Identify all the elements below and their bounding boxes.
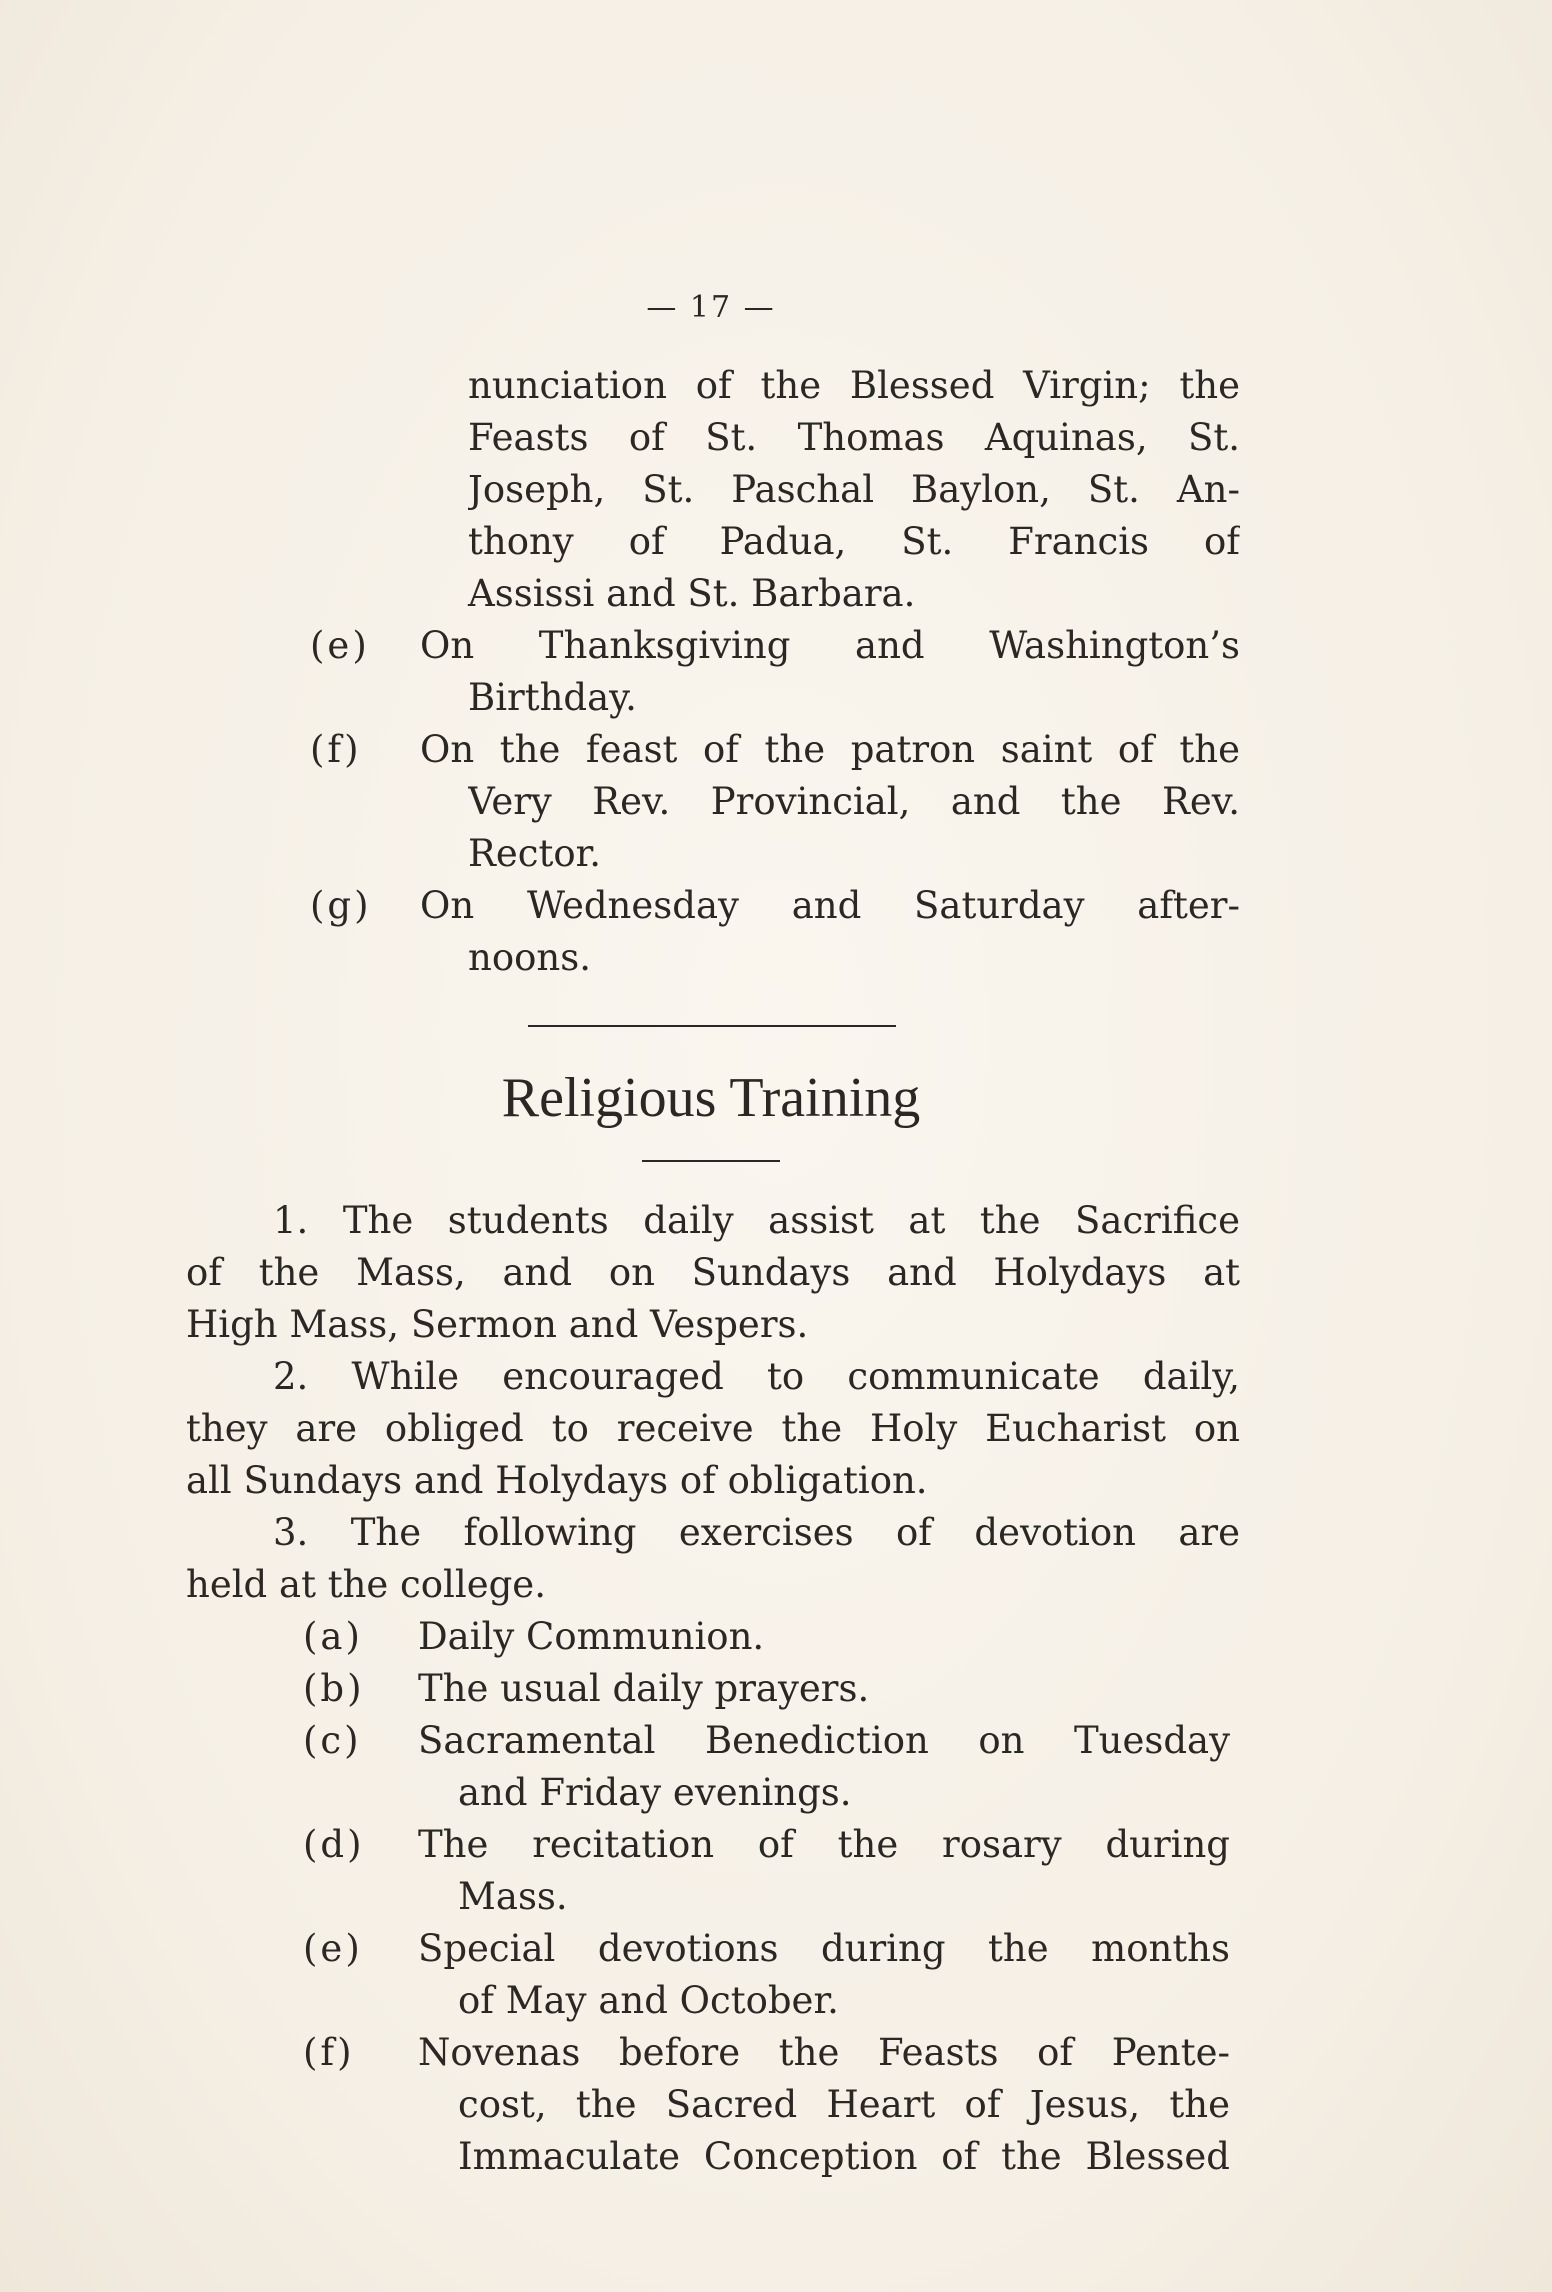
section-title: Religious Training (501, 1067, 921, 1129)
item-label: (d) (303, 1823, 365, 1866)
text-line: Daily Communion. (418, 1615, 765, 1658)
item-label: (f) (310, 728, 362, 771)
text-line: On the feast of the patron saint of the (420, 728, 1240, 771)
text-line: of May and October. (458, 1979, 839, 2022)
text-line: On Thanksgiving and Washington’s (420, 624, 1240, 667)
text-line: 1. The students daily assist at the Sacrifice (273, 1199, 1240, 1242)
text-line: and Friday evenings. (458, 1771, 852, 1814)
text-line: The usual daily prayers. (418, 1667, 870, 1710)
text-line: High Mass, Sermon and Vespers. (186, 1303, 809, 1346)
text-line: Immaculate Conception of the Blessed (458, 2135, 1230, 2178)
item-label: (b) (303, 1667, 365, 1710)
text-line: Very Rev. Provincial, and the Rev. (468, 780, 1240, 823)
text-line: thony of Padua, St. Francis of (468, 520, 1240, 563)
text-line: 2. While encouraged to communicate daily, (273, 1355, 1240, 1398)
section-divider (528, 1025, 896, 1027)
item-label: (a) (303, 1615, 363, 1658)
text-line: cost, the Sacred Heart of Jesus, the (458, 2083, 1230, 2126)
item-label: (c) (303, 1719, 362, 1762)
text-line: Rector. (468, 832, 602, 875)
text-line: On Wednesday and Saturday after- (420, 884, 1240, 927)
page-number: — 17 — (646, 290, 776, 325)
text-line: Special devotions during the months (418, 1927, 1230, 1970)
text-line: Feasts of St. Thomas Aquinas, St. (468, 416, 1240, 459)
text-line: Birthday. (468, 676, 637, 719)
text-line: held at the college. (186, 1563, 546, 1606)
text-line: Sacramental Benediction on Tuesday (418, 1719, 1230, 1762)
text-line: Novenas before the Feasts of Pente- (418, 2031, 1230, 2074)
item-label: (e) (303, 1927, 363, 1970)
item-label: (e) (310, 624, 370, 667)
text-line: nunciation of the Blessed Virgin; the (468, 364, 1240, 407)
item-label: (f) (303, 2031, 355, 2074)
text-line: Mass. (458, 1875, 568, 1918)
heading-underline (642, 1160, 780, 1162)
text-line: noons. (468, 936, 591, 979)
text-line: they are obliged to receive the Holy Eucharist on (186, 1407, 1240, 1450)
text-line: Joseph, St. Paschal Baylon, St. An- (468, 468, 1240, 511)
item-label: (g) (310, 884, 372, 927)
text-line: of the Mass, and on Sundays and Holydays at (186, 1251, 1240, 1294)
text-line: Assissi and St. Barbara. (468, 572, 916, 615)
text-line: The recitation of the rosary during (418, 1823, 1230, 1866)
text-line: 3. The following exercises of devotion are (273, 1511, 1240, 1554)
text-line: all Sundays and Holydays of obligation. (186, 1459, 928, 1502)
